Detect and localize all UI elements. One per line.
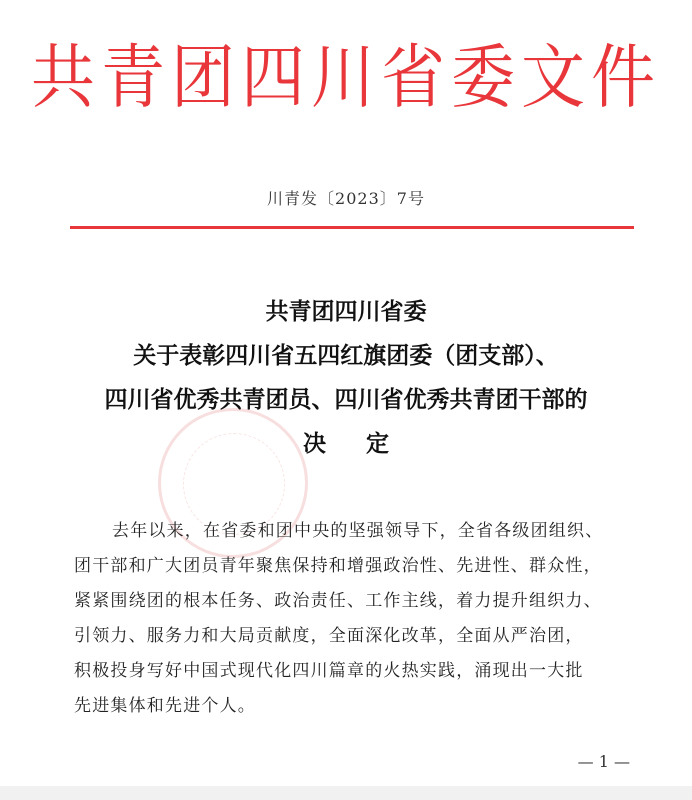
- red-divider-rule: [70, 226, 634, 229]
- body-line: 团干部和广大团员青年聚焦保持和增强政治性、先进性、群众性，: [74, 556, 602, 576]
- body-line: 先进集体和先进个人。: [74, 696, 256, 716]
- viewer-bottom-bar: [0, 786, 692, 800]
- title-line: 四川省优秀共青团员、四川省优秀共青团干部的: [104, 386, 588, 413]
- body-line: 积极投身写好中国式现代化四川篇章的火热实践，涌现出一大批: [74, 661, 584, 681]
- document-number: 川青发〔2023〕7号: [267, 189, 425, 208]
- document-body: [74, 514, 640, 724]
- document-title: [0, 290, 692, 466]
- page-number: — 1 —: [577, 752, 630, 771]
- body-line: 去年以来，在省委和团中央的坚强领导下，全省各级团组织、: [112, 521, 604, 541]
- body-line: 引领力、服务力和大局贡献度，全面深化改革，全面从严治团，: [74, 626, 584, 646]
- title-line: 关于表彰四川省五四红旗团委（团支部）、: [133, 342, 559, 369]
- title-line: 决定: [303, 430, 429, 457]
- body-line: 紧紧围绕团的根本任务、政治责任、工作主线，着力提升组织力、: [74, 591, 602, 611]
- document-masthead: 共青团四川省委文件: [31, 38, 661, 119]
- title-line: 共青团四川省委: [265, 298, 427, 325]
